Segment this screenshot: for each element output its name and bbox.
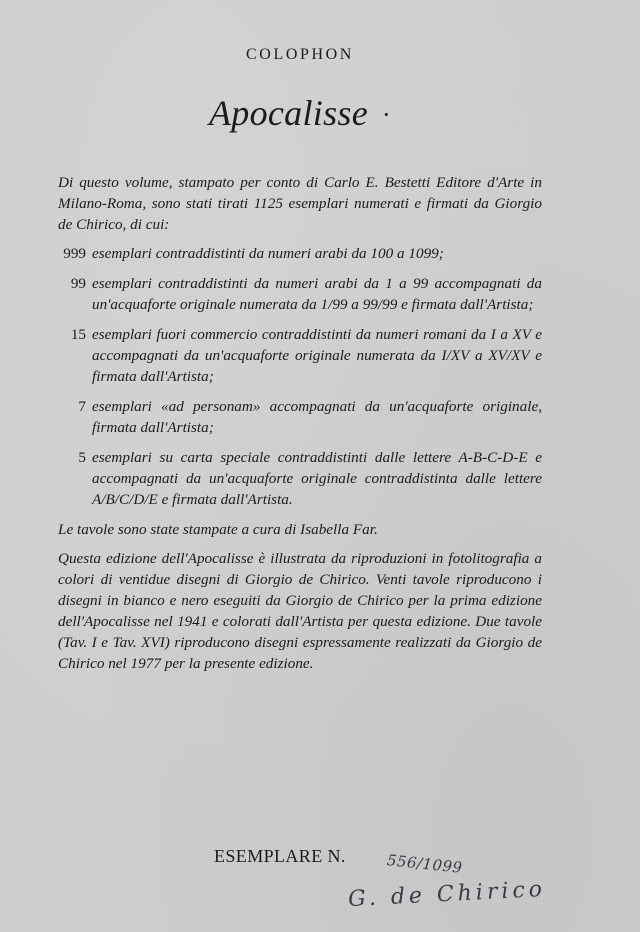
entry-count: 5	[78, 449, 86, 466]
edition-note: Questa edizione dell'Apocalisse è illustrata da riproduzioni in fotolitografia a colori di ventidue disegni di Giorgio de Chirico. Venti tavole riproducono i disegni in bianco e nero eseguiti da Giorgio de Chirico per la prima edizione dell'Apocalisse nel 1941 e colorati dall'Artista per questa edizione. Due tavole (Tav. I e Tav. XVI) riproducono disegni espressamente realizzati da Giorgio de Chirico nel 1977 per la presente edizione.	[58, 550, 542, 672]
entry-text: esemplari «ad personam» accompagnati da un'acquaforte originale, firmata dall'Artista;	[92, 398, 542, 436]
edition-entry	[58, 447, 542, 510]
colophon-body	[58, 172, 542, 682]
entry-text: esemplari contraddistinti da numeri arabi da 1 a 99 accompagnati da un'acquaforte originale numerata da 1/99 a 99/99 e firmata dall'Artista;	[92, 275, 542, 313]
entry-count: 7	[78, 398, 86, 415]
handwritten-copy-number: 556/1099	[386, 851, 464, 877]
edition-entry	[58, 396, 542, 438]
title-mark: ·	[382, 100, 391, 129]
intro-paragraph: Di questo volume, stampato per conto di Carlo E. Bestetti Editore d'Arte in Milano-Roma, sono stati tirati 1125 esemplari numerati e firmati da Giorgio de Chirico, di cui:	[58, 174, 542, 233]
title-text: Apocalisse	[209, 93, 368, 133]
entry-text: esemplari contraddistinti da numeri arabi da 100 a 1099;	[92, 245, 444, 262]
artist-signature: G. de Chirico	[347, 876, 547, 913]
copy-number-label: ESEMPLARE N.	[214, 846, 346, 866]
printing-note: Le tavole sono state stampate a cura di Isabella Far.	[58, 521, 378, 538]
edition-entry	[58, 324, 542, 387]
edition-entry	[58, 243, 542, 264]
book-title	[0, 92, 600, 134]
entry-text: esemplari su carta speciale contraddistinti dalle lettere A-B-C-D-E e accompagnati da un'acquaforte originale contraddistinta dalle lettere A/B/C/D/E e firmata dall'Artista.	[92, 449, 542, 508]
edition-entry	[58, 273, 542, 315]
section-label: COLOPHON	[246, 46, 354, 63]
entry-count: 999	[63, 245, 86, 262]
entry-text: esemplari fuori commercio contraddistinti da numeri romani da I a XV e accompagnati da un'acquaforte originale numerata da I/XV a XV/XV e firmata dall'Artista;	[92, 326, 542, 385]
entry-count: 15	[70, 326, 86, 343]
entry-count: 99	[70, 275, 86, 292]
